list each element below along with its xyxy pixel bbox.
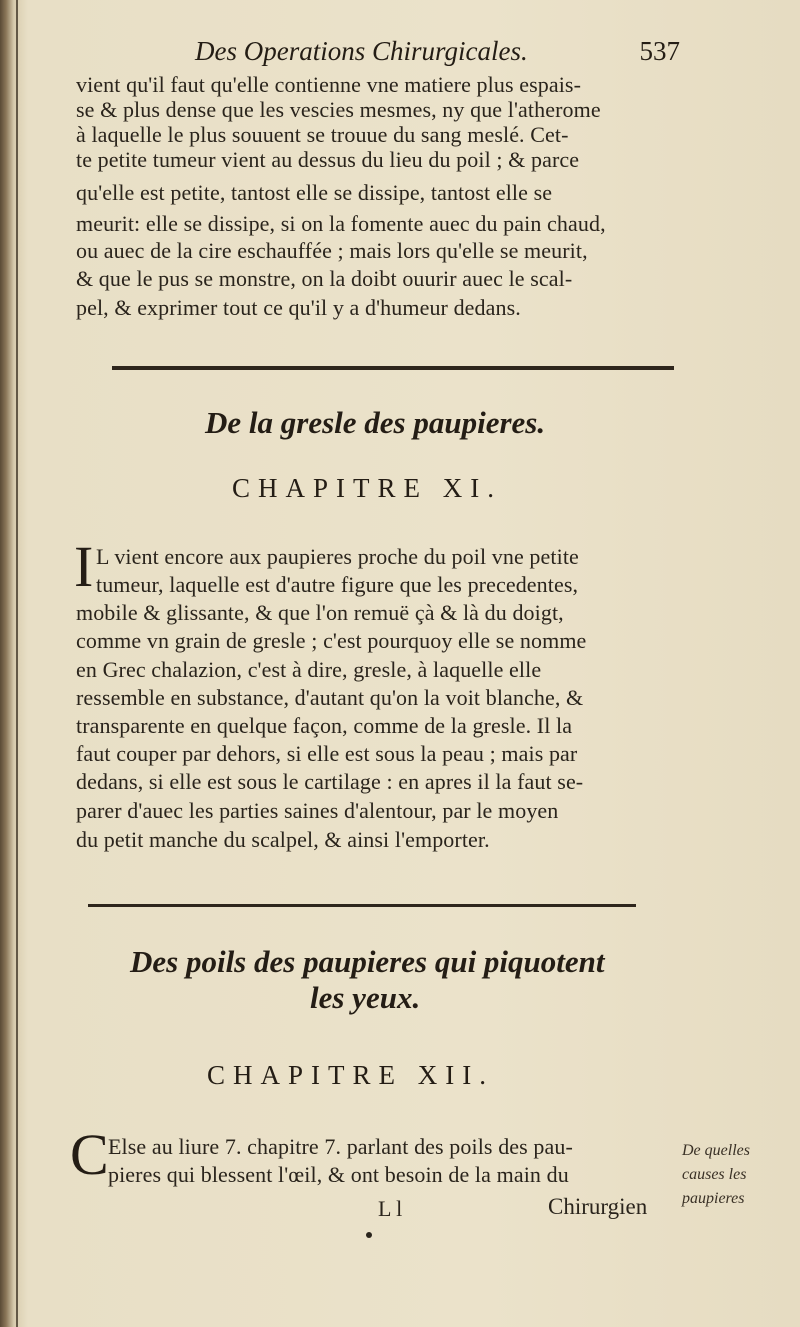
text-line: meurit: elle se dissipe, si on la fomente auec du pain chaud, <box>76 211 606 236</box>
drop-initial: I <box>74 534 94 599</box>
text-line: te petite tumeur vient au dessus du lieu du poil ; & parce <box>76 147 580 172</box>
text-line: qu'elle est petite, tantost elle se dissipe, tantost elle se <box>76 180 553 205</box>
drop-initial: C <box>70 1122 109 1187</box>
text-line: L vient encore aux paupieres proche du poil vne petite <box>96 544 579 569</box>
text-line: pel, & exprimer tout ce qu'il y a d'humeur dedans. <box>76 295 521 320</box>
margin-note: causes les <box>682 1166 747 1183</box>
section-title: De la gresle des paupieres. <box>205 405 546 440</box>
catchword: Chirurgien <box>548 1194 648 1219</box>
text-line: ou auec de la cire eschauffée ; mais lors qu'elle se meurit, <box>76 238 588 263</box>
text-line: comme vn grain de gresle ; c'est pourquoy elle se nomme <box>76 628 587 653</box>
text-line: pieres qui blessent l'œil, & ont besoin de la main du <box>108 1162 569 1187</box>
text-line: du petit manche du scalpel, & ainsi l'emporter. <box>76 827 490 852</box>
text-line: se & plus dense que les vescies mesmes, ny que l'atherome <box>76 97 601 122</box>
text-line: ressemble en substance, d'autant qu'on la voit blanche, & <box>76 685 584 710</box>
chapter-heading: CHAPITRE XII. <box>207 1060 494 1090</box>
section-title: Des poils des paupieres qui piquotent <box>130 944 605 979</box>
margin-note: paupieres <box>682 1190 745 1207</box>
text-line: transparente en quelque façon, comme de la gresle. Il la <box>76 713 573 738</box>
text-line: mobile & glissante, & que l'on remuë çà & là du doigt, <box>76 600 564 625</box>
text-line: faut couper par dehors, si elle est sous la peau ; mais par <box>76 741 578 766</box>
text-line: tumeur, laquelle est d'autre figure que les precedentes, <box>96 572 579 597</box>
section-divider <box>112 366 674 370</box>
binding-edge <box>16 0 18 1327</box>
text-line: parer d'auec les parties saines d'alentour, par le moyen <box>76 798 559 823</box>
ink-dot <box>366 1232 372 1238</box>
text-line: dedans, si elle est sous le cartilage : en apres il la faut se- <box>76 769 584 794</box>
text-line: Else au liure 7. chapitre 7. parlant des poils des pau- <box>108 1134 573 1159</box>
running-head: Des Operations Chirurgicales. <box>195 36 528 66</box>
page-header <box>190 36 690 72</box>
text-line: vient qu'il faut qu'elle contienne vne matiere plus espais- <box>76 72 582 97</box>
margin-note: De quelles <box>682 1142 750 1159</box>
text-line: & que le pus se monstre, on la doibt ouurir auec le scal- <box>76 266 573 291</box>
signature-mark: L l <box>378 1196 403 1221</box>
page-number: 537 <box>639 36 680 66</box>
chapter-heading: CHAPITRE XI. <box>232 473 502 503</box>
section-title-continued: les yeux. <box>310 980 421 1015</box>
text-line: en Grec chalazion, c'est à dire, gresle, à laquelle elle <box>76 657 542 682</box>
text-line: à laquelle le plus souuent se trouue du sang meslé. Cet- <box>76 122 569 147</box>
section-divider <box>88 904 636 907</box>
